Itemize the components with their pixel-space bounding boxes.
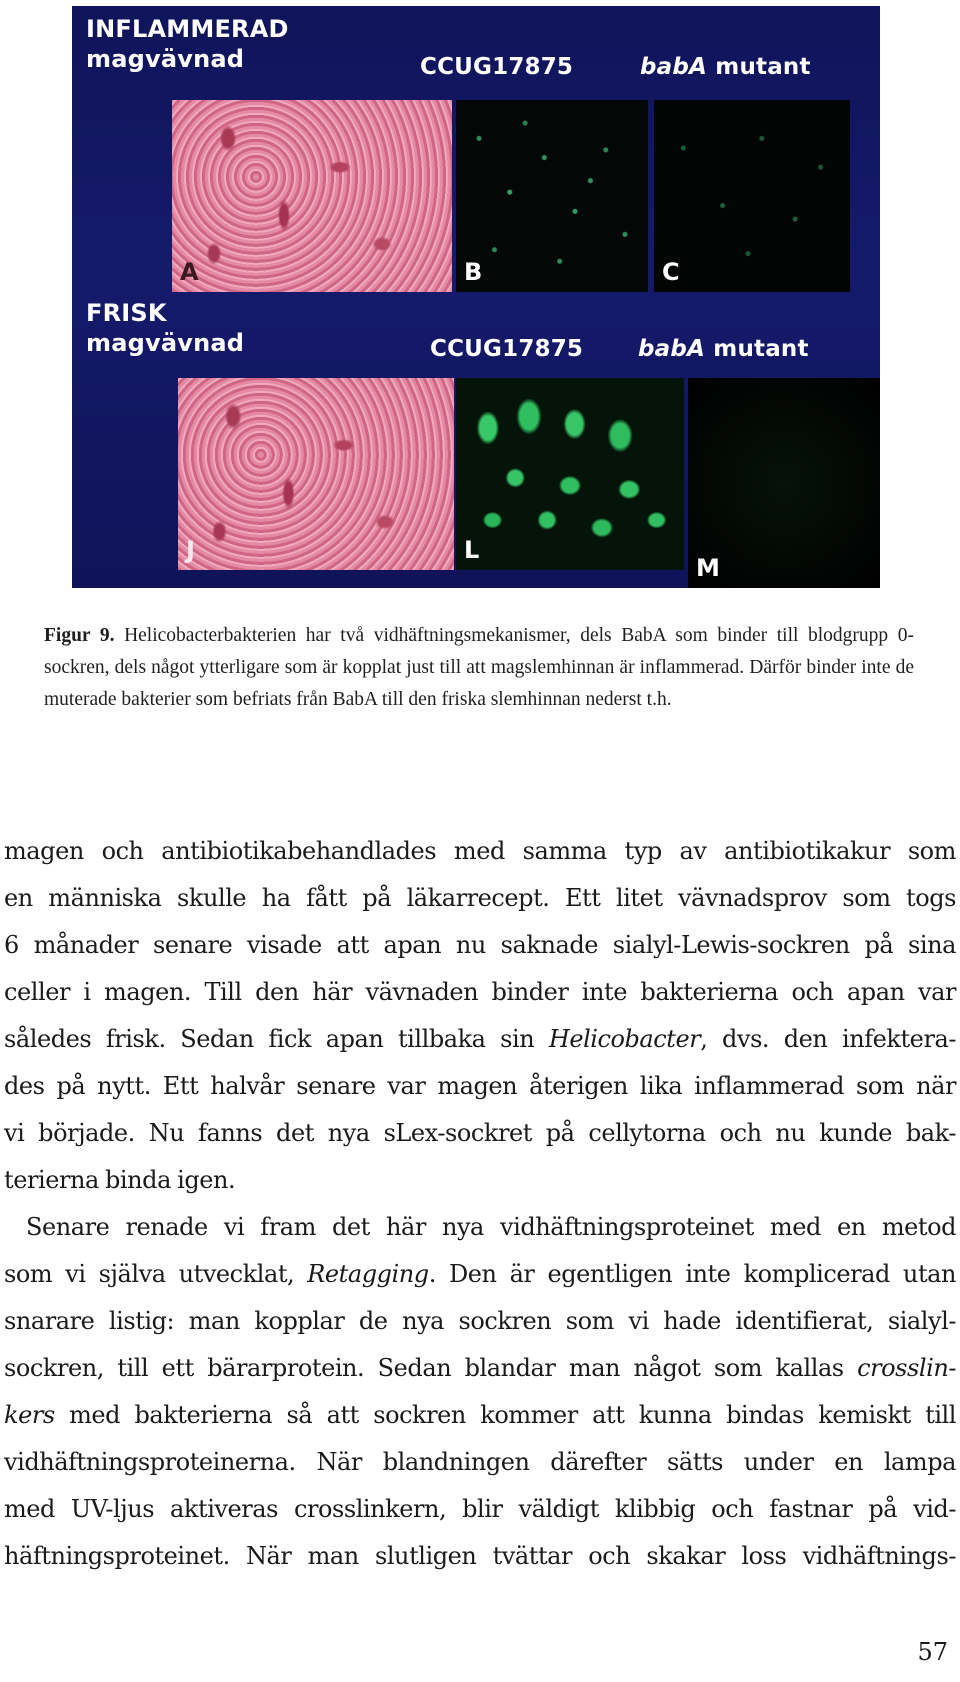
text-line <box>4 1251 956 1298</box>
bottom-strain-label: CCUG17875 <box>430 336 584 362</box>
inflamed-label-line2: magvävnad <box>86 45 245 73</box>
text-line <box>4 1345 956 1392</box>
figure-caption <box>44 620 914 716</box>
figure-label-inflamed <box>86 14 289 74</box>
panel-a-label: A <box>180 258 199 286</box>
panel-l-label: L <box>464 536 480 564</box>
text-segment: . Den är egentligen inte komplicerad utan <box>428 1260 957 1288</box>
text-line: 6 månader senare visade att apan nu saknade sialyl-Lewis-sockren på sina <box>4 931 956 959</box>
text-segment: med bakterierna så att sockren kommer att kunna bindas kemiskt till <box>54 1401 956 1429</box>
text-line: en människa skulle ha fått på läkarrecept. Ett litet vävnadsprov som togs <box>4 884 956 912</box>
text-line: Senare renade vi fram det här nya vidhäftningsproteinet med en metod <box>26 1213 956 1241</box>
italic-term: Retagging <box>307 1260 429 1288</box>
top-mutant-gene: babA <box>640 54 708 80</box>
text-line: häftningsproteinet. När man slutligen tvättar och skakar loss vidhäftnings- <box>4 1542 956 1570</box>
body-text <box>4 828 956 1580</box>
figure-label-healthy <box>86 298 244 358</box>
panel-c-fluorescence <box>654 100 850 292</box>
italic-term: Helicobacter <box>548 1025 701 1053</box>
inflamed-label-line1: INFLAMMERAD <box>86 15 289 43</box>
italic-term: kers <box>4 1401 55 1429</box>
text-segment: , dvs. den infektera- <box>700 1025 956 1053</box>
text-line: vi började. Nu fanns det nya sLex-sockret på cellytorna och nu kunde bak- <box>4 1119 956 1147</box>
panel-m-fluorescence <box>688 378 880 588</box>
panel-c-label: C <box>662 258 680 286</box>
panel-b-label: B <box>464 258 483 286</box>
panel-l-fluorescence <box>456 378 684 570</box>
caption-label: Figur 9. <box>44 625 115 646</box>
panel-b-fluorescence <box>456 100 648 292</box>
text-line <box>4 1016 956 1063</box>
text-line <box>4 1392 956 1439</box>
text-line: magen och antibiotikabehandlades med samma typ av antibiotikakur som <box>4 837 956 865</box>
text-line: celler i magen. Till den här vävnaden binder inte bakterierna och apan var <box>4 978 956 1006</box>
page-number: 57 <box>917 1638 948 1666</box>
healthy-label-line2: magvävnad <box>86 329 245 357</box>
paragraph-2 <box>4 1204 956 1580</box>
paragraph-1 <box>4 828 956 1204</box>
bottom-mutant-word: mutant <box>713 336 809 362</box>
panel-a-histology <box>172 100 452 292</box>
text-line: vidhäftningsproteinerna. När blandningen därefter sätts under en lampa <box>4 1448 956 1476</box>
text-segment: sockren, till ett bärarprotein. Sedan blandar man något som kallas <box>4 1354 858 1382</box>
healthy-label-line1: FRISK <box>86 299 167 327</box>
bottom-mutant-gene: babA <box>638 336 706 362</box>
panel-j-label: J <box>186 536 195 564</box>
text-line: snarare listig: man kopplar de nya sockren som vi hade identifierat, sialyl- <box>4 1307 956 1335</box>
top-mutant-label <box>640 54 811 80</box>
bottom-mutant-label <box>638 336 809 362</box>
text-segment: som vi själva utvecklat, <box>4 1260 308 1288</box>
caption-text: Helicobacterbakterien har två vidhäftningsmekanismer, dels BabA som binder till blodgrupp 0-sockren, dels något ytterligare som är kopplat just till att magslemhinnan är inflammerad. Därför binder inte de muterade bakterier som befriats från BabA till den friska slemhinnan nederst t.h. <box>44 625 915 710</box>
top-strain-label: CCUG17875 <box>420 54 574 80</box>
panel-j-histology <box>178 378 454 570</box>
panel-m-label: M <box>696 554 720 582</box>
text-line: med UV-ljus aktiveras crosslinkern, blir väldigt klibbig och fastnar på vid- <box>4 1495 956 1523</box>
figure-9-image <box>72 6 880 588</box>
text-line: terierna binda igen. <box>4 1166 236 1194</box>
text-segment: således frisk. Sedan fick apan tillbaka sin <box>4 1025 549 1053</box>
italic-term: crosslin- <box>857 1354 956 1382</box>
top-mutant-word: mutant <box>715 54 811 80</box>
text-line: des på nytt. Ett halvår senare var magen återigen lika inflammerad som när <box>4 1072 956 1100</box>
